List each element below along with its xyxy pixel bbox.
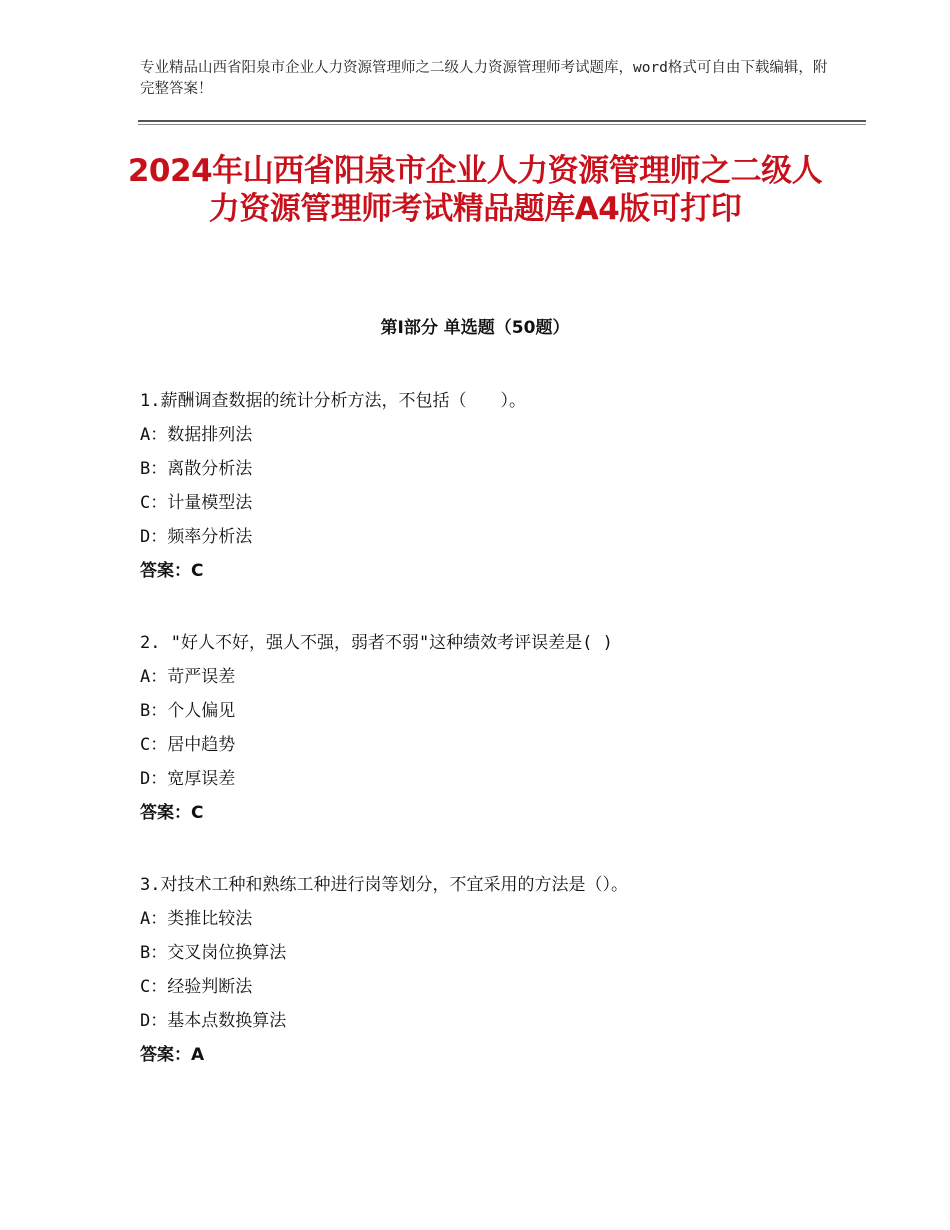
question-stem: 3.对技术工种和熟练工种进行岗等划分，不宜采用的方法是（）。	[140, 875, 628, 895]
option-b: B：交叉岗位换算法	[140, 943, 287, 963]
answer-text: 答案：A	[140, 1045, 205, 1065]
option-c: C：居中趋势	[140, 735, 236, 755]
header-note: 专业精品山西省阳泉市企业人力资源管理师之二级人力资源管理师考试题库，word格式可自由下载编辑，附完整答案！	[140, 60, 828, 97]
option-b: B：离散分析法	[140, 459, 253, 479]
answer-text: 答案：C	[140, 561, 204, 581]
question-stem: 1.薪酬调查数据的统计分析方法，不包括（ ）。	[140, 391, 526, 411]
option-a: A：类推比较法	[140, 909, 253, 929]
question-1	[140, 384, 840, 588]
option-a: A：苛严误差	[140, 667, 236, 687]
option-c: C：计量模型法	[140, 493, 253, 513]
option-d: D：基本点数换算法	[140, 1011, 287, 1031]
header-divider-thin	[138, 124, 866, 125]
question-stem: 2. "好人不好，强人不强，弱者不弱"这种绩效考评误差是( )	[140, 633, 613, 653]
section-heading: 第Ⅰ部分 单选题（50题）	[380, 318, 570, 338]
option-d: D：频率分析法	[140, 527, 253, 547]
header-divider	[138, 120, 866, 122]
option-c: C：经验判断法	[140, 977, 253, 997]
document-title: 2024年山西省阳泉市企业人力资源管理师之二级人力资源管理师考试精品题库A4版可打印	[127, 153, 823, 227]
option-b: B：个人偏见	[140, 701, 236, 721]
option-d: D：宽厚误差	[140, 769, 236, 789]
question-list	[140, 384, 840, 1110]
question-3	[140, 868, 840, 1072]
question-2	[140, 626, 840, 830]
option-a: A：数据排列法	[140, 425, 253, 445]
answer-text: 答案：C	[140, 803, 204, 823]
